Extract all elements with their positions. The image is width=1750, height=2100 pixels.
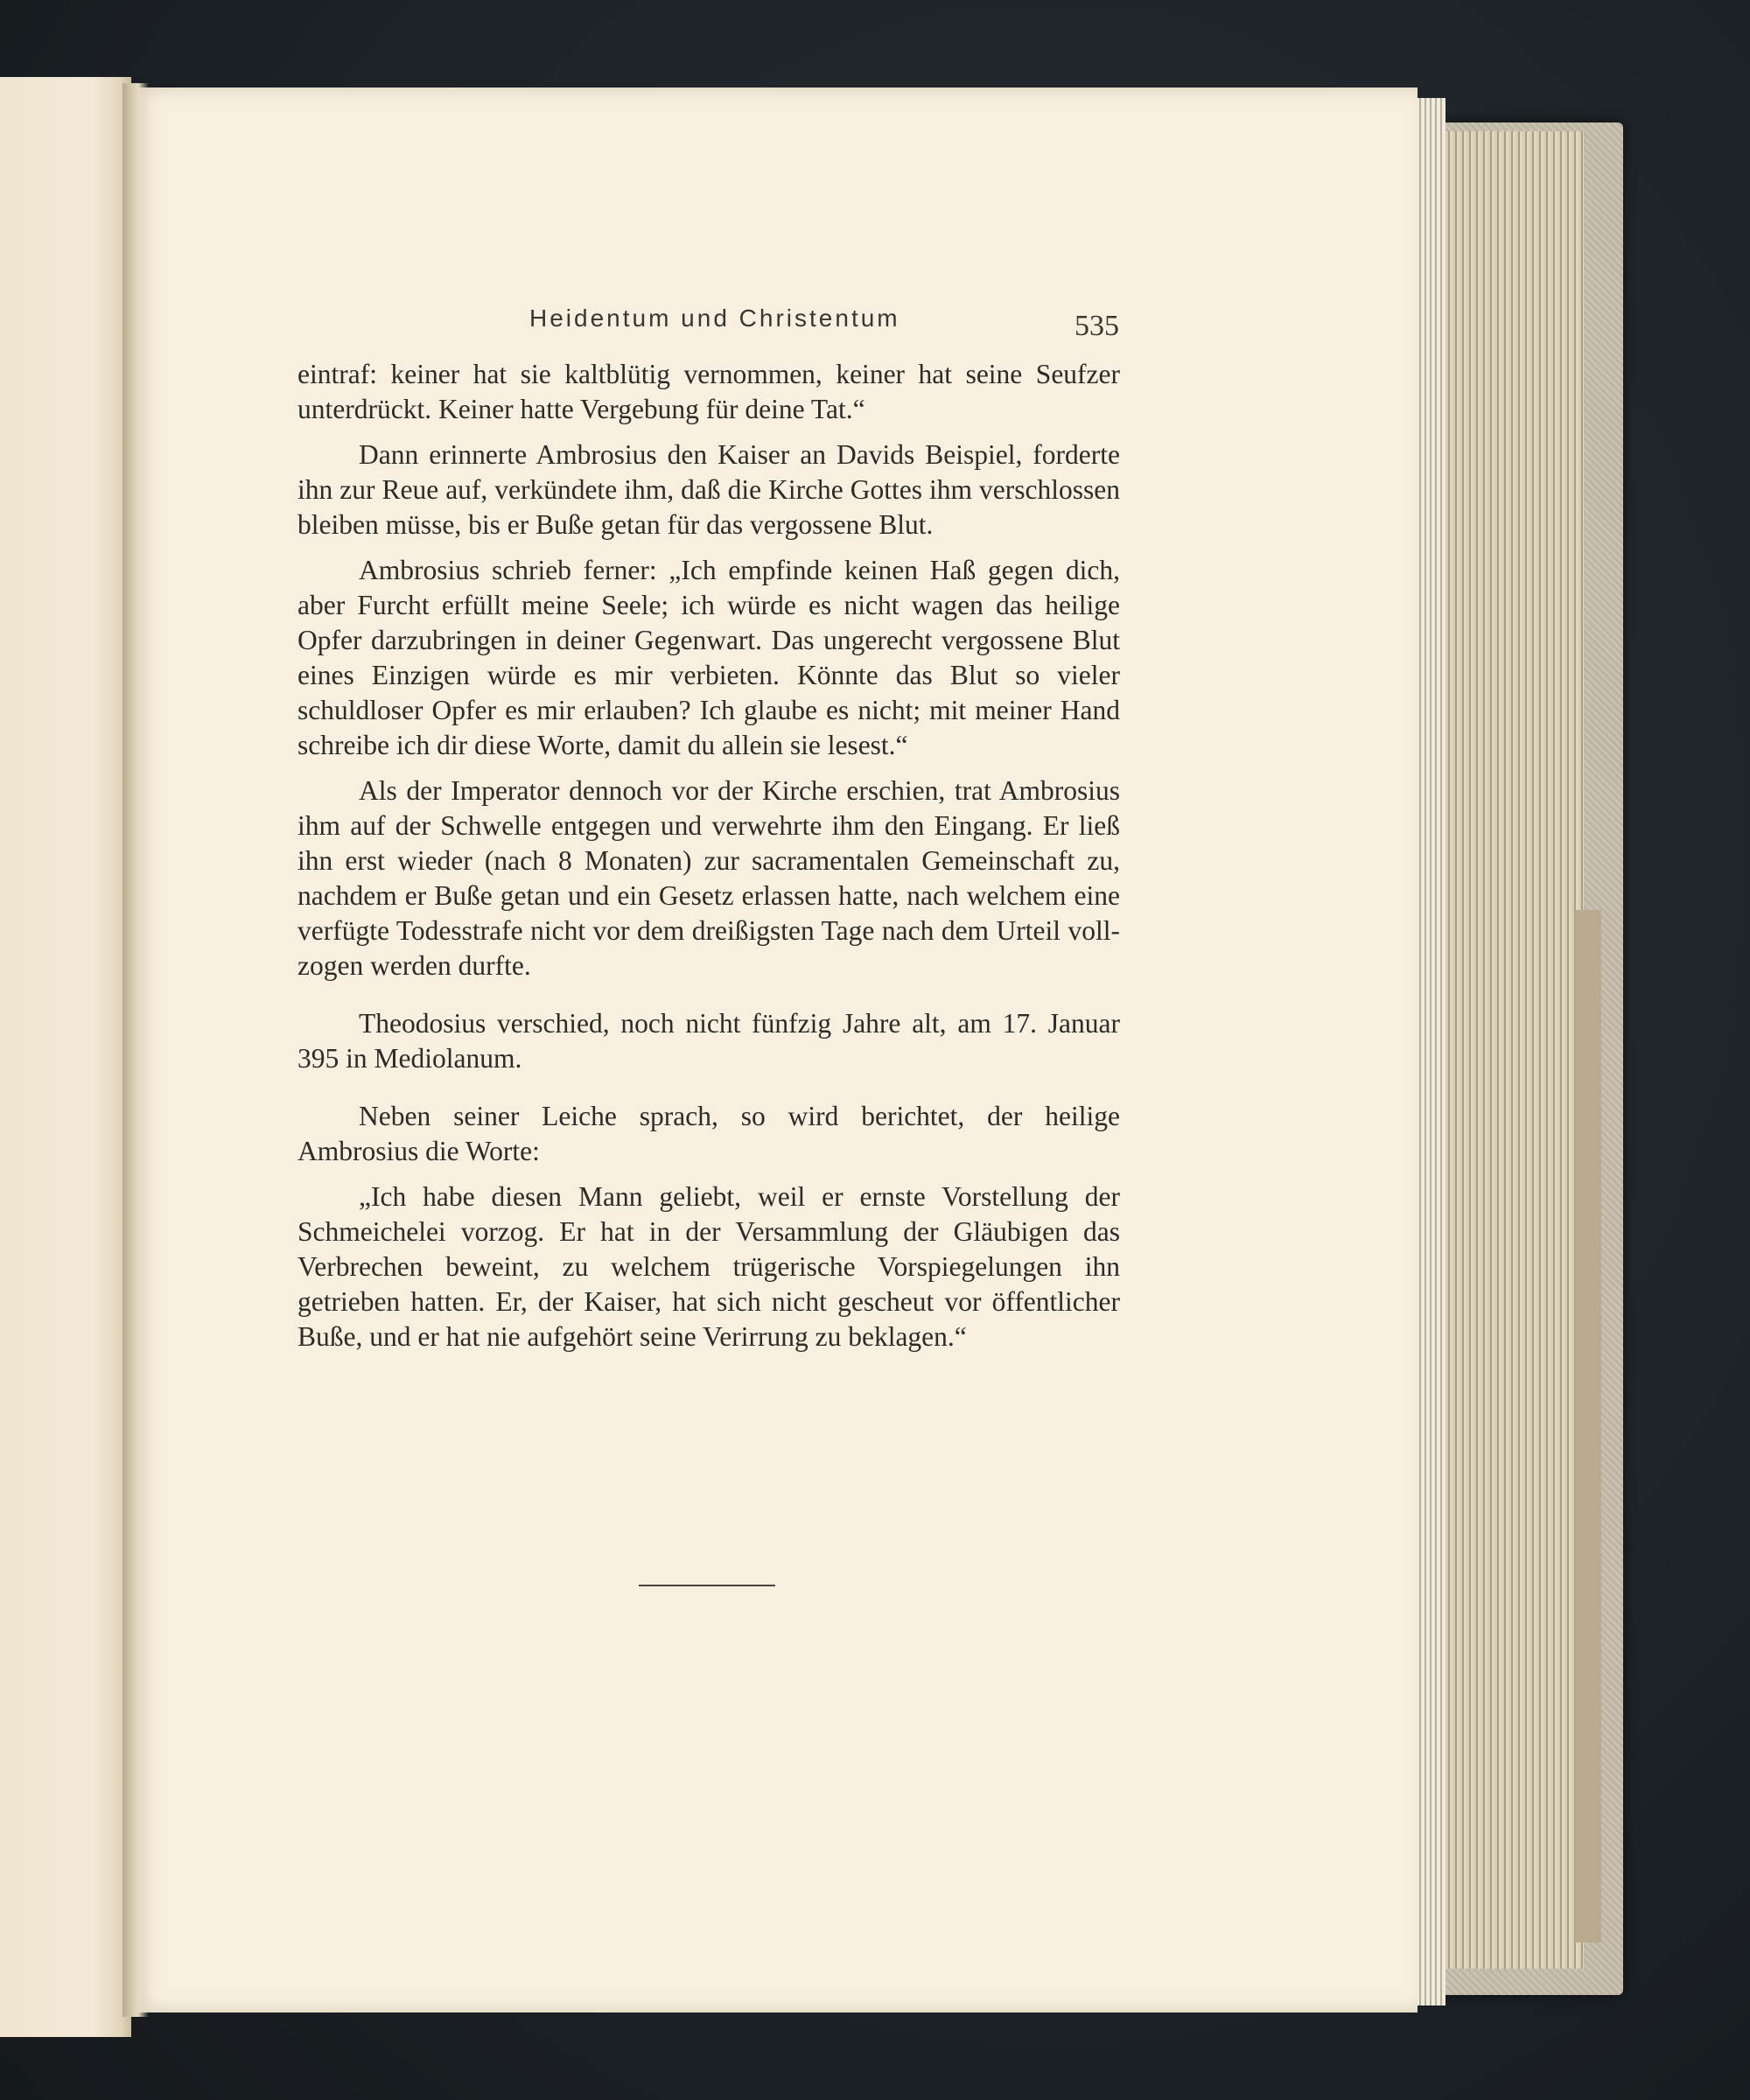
paragraph: Neben seiner Leiche sprach, so wird berichtet, der heilige Ambrosius die Worte: [298,1101,1120,1166]
page-number: 535 [1074,310,1119,342]
page-gutter [122,83,149,2017]
paragraph: Als der Imperator dennoch vor der Kirche erschien, trat Ambrosius ihm auf der Schwelle entgegen und verwehrte ihm den Eingang. Er ließ ihn erst wieder (nach 8 Monaten) zur sacramentalen Gemeinschaft zu, nachdem er Buße getan und ein Gesetz erlassen hatte, nach welchem eine verfügte Todesstrafe nicht vor dem dreißigsten Tage nach dem Urteil vollzogen werden durfte. [298,775,1120,981]
body-text [298,357,1120,1365]
paragraph: eintraf: keiner hat sie kaltblütig vernommen, keiner hat seine Seufzer unterdrückt. Keiner hatte Vergebung für deine Tat.“ [298,359,1120,424]
paragraph: Ambrosius schrieb ferner: „Ich empfinde keinen Haß gegen dich, aber Furcht erfüllt meine Seele; ich würde es nicht wagen das heilige Opfer darzubringen in deiner Gegenwart. Das ungerecht vergossene Blut eines Einzigen würde es mir verbieten. Könnte das Blut so vieler schuldloser Opfer es mir erlauben? Ich glaube es nicht; mit meiner Hand schreibe ich dir diese Worte, damit du allein sie lesest.“ [298,555,1120,760]
running-title: Heidentum und Christentum [529,304,900,332]
page-header [298,298,1124,350]
left-page [0,77,131,2037]
cover-strip [1575,910,1601,1942]
paragraph: Dann erinnerte Ambrosius den Kaiser an Davids Beispiel, forderte ihn zur Reue auf, verkündete ihm, daß die Kirche Gottes ihm verschlossen bleiben müsse, bis er Buße getan für das vergossene Blut. [298,439,1120,540]
paragraph: „Ich habe diesen Mann geliebt, weil er ernste Vorstellung der Schmeichelei vorzog. Er hat in der Versammlung der Gläubigen das Verbrechen beweint, zu welchem trügerische Vorspiegelungen ihn getrieben hatten. Er, der Kaiser, hat sich nicht gescheut vor öffentlicher Buße, und er hat nie aufgehört seine Verirrung zu beklagen.“ [298,1181,1120,1352]
section-end-rule [639,1585,775,1586]
paragraph: Theodosius verschied, noch nicht fünfzig Jahre alt, am 17. Januar 395 in Mediolanum. [298,1008,1120,1074]
